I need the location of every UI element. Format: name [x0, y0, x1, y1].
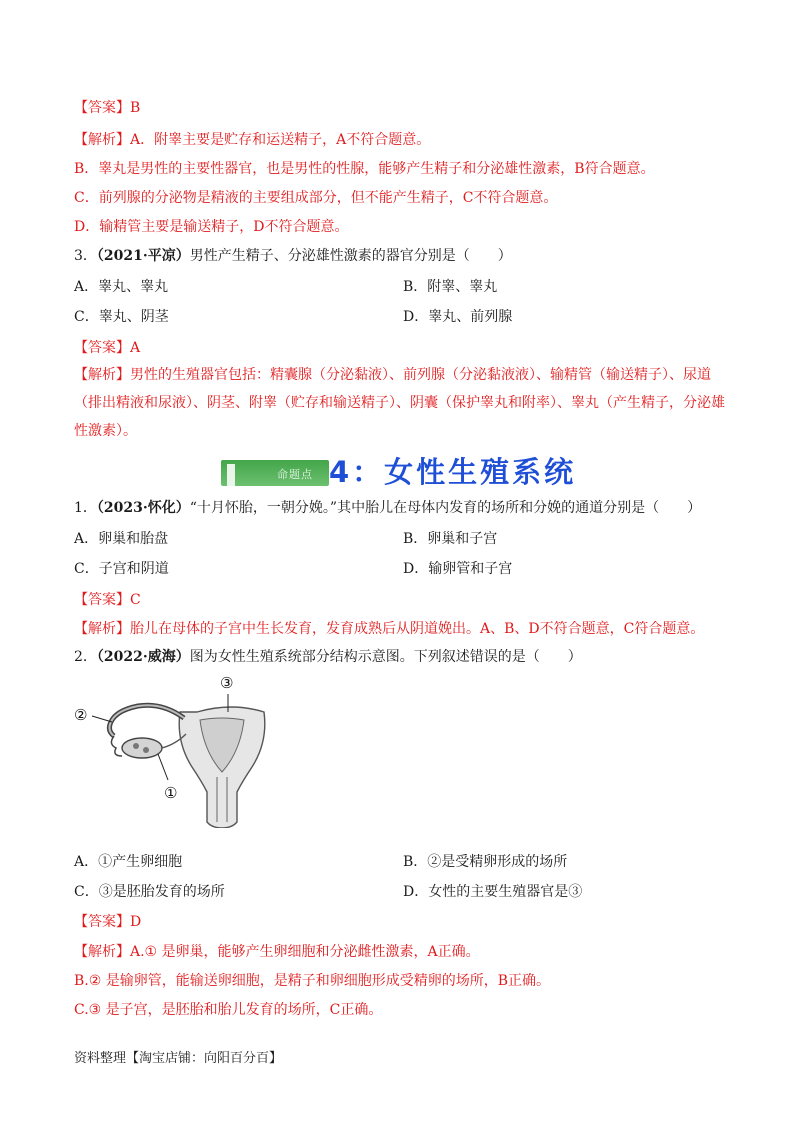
question-source: （2023·怀化）: [96, 500, 190, 516]
question-1: [74, 498, 701, 518]
fimbriae: [111, 736, 122, 756]
section-banner: [221, 452, 591, 496]
option-b: B．卵巢和子宫: [403, 531, 498, 547]
follicle: [143, 747, 149, 753]
ovary: [122, 738, 162, 758]
question-text: “十月怀胎，一朝分娩。”其中胎儿在母体内发育的场所和分娩的通道分别是（ ）: [189, 500, 702, 516]
question-number: 1．: [74, 500, 97, 516]
fallopian-tube: [109, 705, 184, 736]
analysis-paragraph: 【解析】男性的生殖器官包括：精囊腺（分泌黏液）、前列腺（分泌黏液液）、输精管（输送精子）、尿道（排出精液和尿液）、阴茎、附睾（贮存和输送精子）、阴囊（保护睾丸和附率）、睾丸（产生精子，分泌雄性激素）。: [74, 367, 725, 439]
analysis-line: D．输精管主要是输送精子，D不符合题意。: [74, 219, 349, 235]
label-2: ②: [74, 706, 88, 724]
option-c: C．子宫和阴道: [74, 561, 169, 577]
analysis-line: B．睾丸是男性的主要性器官，也是男性的性腺，能够产生精子和分泌雄性激素，B符合题意。: [74, 161, 655, 177]
option-d: D．输卵管和子宫: [403, 561, 513, 577]
female-reproductive-diagram: [72, 672, 272, 828]
answer-line: 【答案】D: [74, 914, 142, 930]
option-a: A．卵巢和胎盘: [74, 531, 169, 547]
analysis-line: C．前列腺的分泌物是精液的主要组成部分，但不能产生精子，C不符合题意。: [74, 190, 558, 206]
label-1: ①: [164, 784, 178, 802]
option-d: D．睾丸、前列腺: [403, 309, 513, 325]
question-number: 3．: [74, 248, 97, 264]
analysis-line: C.③ 是子宫，是胚胎和胎儿发育的场所，C正确。: [74, 1002, 383, 1018]
footer-note: 资料整理【淘宝店铺：向阳百分百】: [74, 1051, 283, 1066]
analysis-line: 【解析】A．附睾主要是贮存和运送精子，A不符合题意。: [74, 132, 431, 148]
analysis-line: 【解析】胎儿在母体的子宫中生长发育，发育成熟后从阴道娩出。A、B、D不符合题意，C符合题意。: [74, 621, 705, 637]
option-a: A．①产生卵细胞: [74, 854, 183, 870]
question-3: [74, 246, 512, 266]
question-source: （2022·威海）: [96, 649, 190, 665]
label-3: ③: [220, 674, 234, 692]
option-b: B．附睾、睾丸: [403, 279, 498, 295]
question-number: 2．: [74, 649, 97, 665]
option-b: B．②是受精卵形成的场所: [403, 854, 568, 870]
answer-line: 【答案】B: [74, 100, 141, 116]
section-title: 4：女性生殖系统: [329, 455, 577, 489]
question-2: [74, 647, 582, 667]
answer-line: 【答案】A: [74, 340, 141, 356]
leader-line: [158, 754, 168, 780]
option-a: A．睾丸、睾丸: [74, 279, 169, 295]
banner-tag: 命题点: [277, 468, 313, 481]
option-c: C．③是胚胎发育的场所: [74, 884, 225, 900]
follicle: [133, 743, 139, 749]
analysis-line: 【解析】A.① 是卵巢，能够产生卵细胞和分泌雌性激素，A正确。: [74, 944, 480, 960]
question-source: （2021·平凉）: [96, 248, 190, 264]
analysis-line: B.② 是输卵管，能输送卵细胞，是精子和卵细胞形成受精卵的场所，B正确。: [74, 973, 551, 989]
option-c: C．睾丸、阴茎: [74, 309, 169, 325]
leader-line: [92, 716, 112, 722]
option-d: D．女性的主要生殖器官是③: [403, 884, 583, 900]
question-text: 图为女性生殖系统部分结构示意图。下列叙述错误的是（ ）: [189, 649, 582, 665]
answer-line: 【答案】C: [74, 592, 141, 608]
question-text: 男性产生精子、分泌雄性激素的器官分别是（ ）: [189, 248, 512, 264]
